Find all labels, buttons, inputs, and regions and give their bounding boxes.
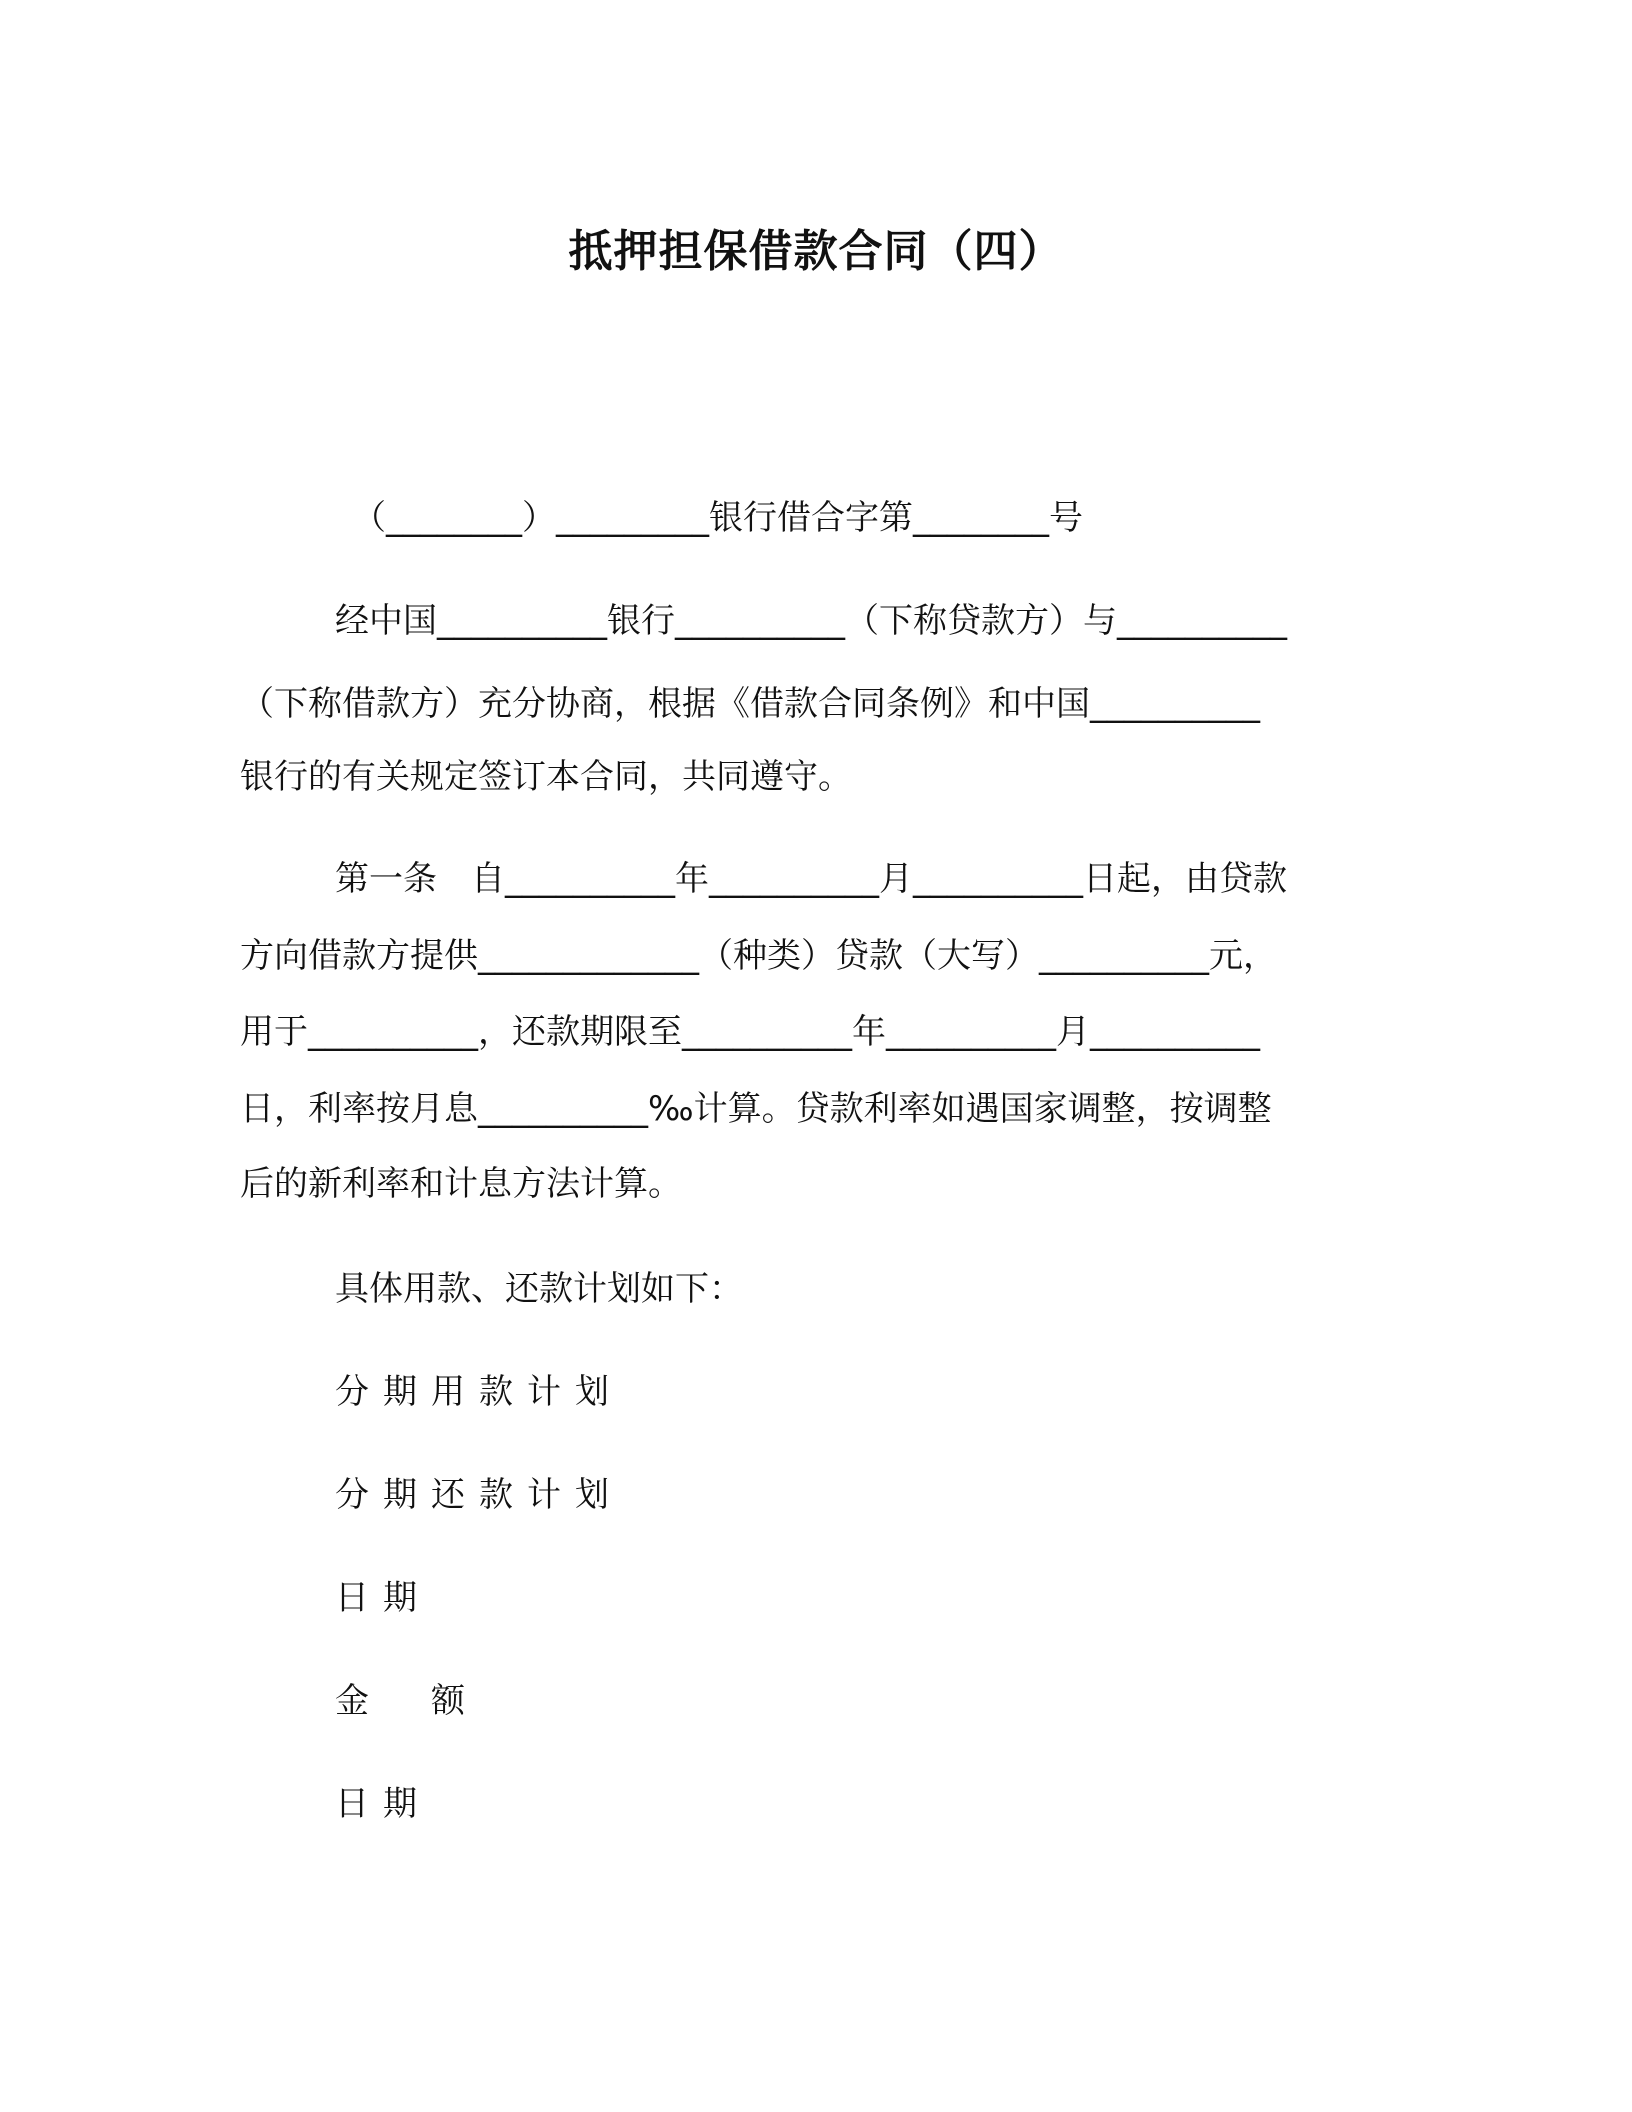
- contract-number: （________）_________银行借合字第________号: [352, 498, 1083, 538]
- article1-line-5: 后的新利率和计息方法计算。: [240, 1164, 682, 1204]
- article1-line-3: 用于__________，还款期限至__________年__________月__________: [240, 1012, 1260, 1052]
- plan-heading-amount: 金 额: [335, 1681, 479, 1721]
- plan-heading-disbursement: 分期用款计划: [335, 1372, 623, 1412]
- plan-heading-date-2: 日期: [335, 1784, 431, 1824]
- article1-line-1: 第一条 自__________年__________月__________日起，由贷款: [335, 859, 1287, 899]
- plan-heading-date-1: 日期: [335, 1578, 431, 1618]
- article1-line-4: 日，利率按月息__________‰计算。贷款利率如遇国家调整，按调整: [240, 1089, 1272, 1129]
- preamble-line-2: （下称借款方）充分协商，根据《借款合同条例》和中国__________: [240, 684, 1260, 724]
- article1-line-2: 方向借款方提供_____________（种类）贷款（大写）__________元，: [240, 936, 1277, 976]
- plan-intro: 具体用款、还款计划如下：: [335, 1269, 743, 1309]
- preamble-line-3: 银行的有关规定签订本合同，共同遵守。: [240, 757, 852, 797]
- preamble-line-1: 经中国__________银行__________（下称贷款方）与__________: [335, 601, 1287, 641]
- plan-heading-repayment: 分期还款计划: [335, 1475, 623, 1515]
- document-title: 抵押担保借款合同（四）: [568, 226, 1064, 277]
